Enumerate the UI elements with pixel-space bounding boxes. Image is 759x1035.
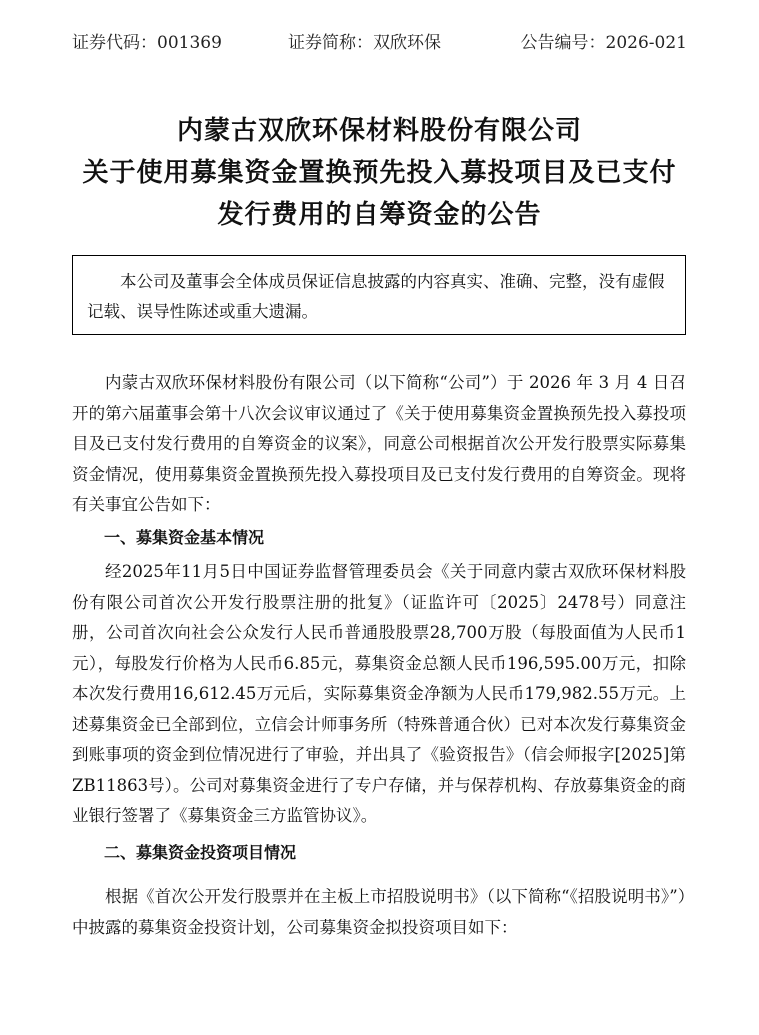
disclosure-statement-box	[72, 255, 686, 335]
notice-number: 公告编号：2026-021	[520, 33, 687, 53]
disclosure-statement: 本公司及董事会全体成员保证信息披露的内容真实、准确、完整，没有虚假记载、误导性陈述或重大遗漏。	[87, 272, 665, 321]
section-2-heading: 二、募集资金投资项目情况	[104, 842, 297, 862]
section-1-heading: 一、募集资金基本情况	[104, 527, 265, 547]
title-line-2: 关于使用募集资金置换预先投入募投项目及已支付	[82, 158, 677, 188]
document-header	[72, 28, 687, 58]
stock-code: 证券代码：001369	[72, 33, 222, 53]
title-line-1: 内蒙古双欣环保材料股份有限公司	[176, 116, 582, 146]
intro-paragraph: 内蒙古双欣环保材料股份有限公司（以下简称“公司”）于 2026 年 3 月 4 日召开的第六届董事会第十八次会议审议通过了《关于使用募集资金置换预先投入募投项目及已支付发行费用的自筹资金的议案》，同意公司根据首次公开发行股票实际募集资金情况，使用募集资金置换预先投入募投项目及已支付发行费用的自筹资金。现将有关事宜公告如下：	[72, 373, 686, 514]
stock-abbreviation: 证券简称：双欣环保	[288, 33, 441, 53]
section-1-paragraph: 经2025年11月5日中国证券监督管理委员会《关于同意内蒙古双欣环保材料股份有限公司首次公开发行股票注册的批复》（证监许可〔2025〕2478号）同意注册，公司首次向社会公众发行人民币普通股股票28,700万股（每股面值为人民币1元），每股发行价格为人民币6.85元，募集资金总额人民币196,595.00万元，扣除本次发行费用16,612.45万元后，实际募集资金净额为人民币179,982.55万元。上述募集资金已全部到位，立信会计师事务所（特殊普通合伙）已对本次发行募集资金到账事项的资金到位情况进行了审验，并出具了《验资报告》（信会师报字[2025]第ZB11863号）。公司对募集资金进行了专户存储，并与保荐机构、存放募集资金的商业银行签署了《募集资金三方监管协议》。	[72, 562, 686, 825]
section-2-paragraph: 根据《首次公开发行股票并在主板上市招股说明书》（以下简称“《招股说明书》”）中披露的募集资金投资计划，公司募集资金拟投资项目如下：	[72, 887, 686, 937]
document-title	[40, 110, 719, 236]
title-line-3: 发行费用的自筹资金的公告	[217, 200, 542, 230]
document-body	[72, 368, 686, 943]
